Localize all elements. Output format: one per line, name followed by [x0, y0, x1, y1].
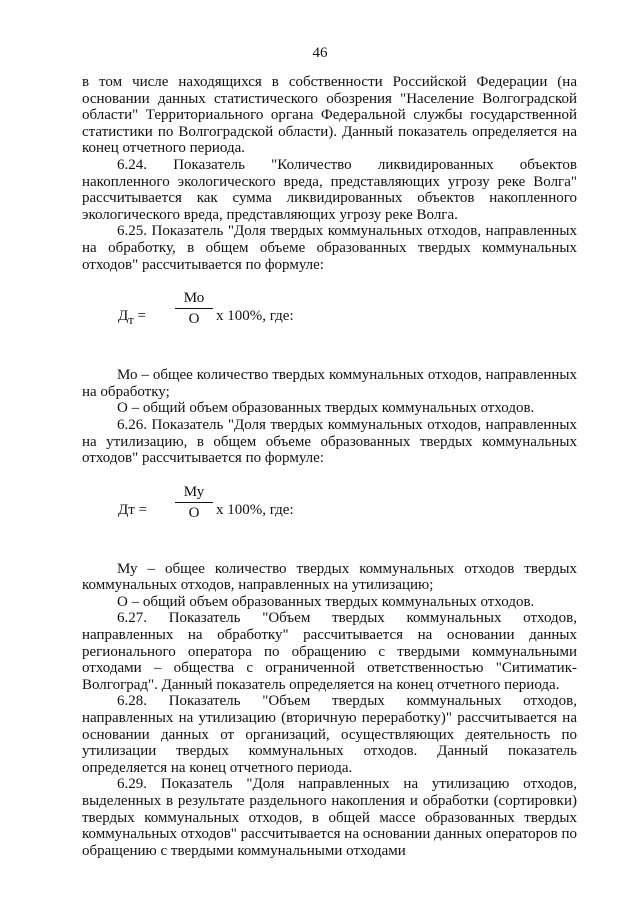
definition-mo: Мо – общее количество твердых коммунальных отходов, направленных на обработку; [82, 367, 577, 400]
formula-rhs: х 100%, где: [216, 501, 294, 518]
paragraph-6-24: 6.24. Показатель "Количество ликвидированных объектов накопленного экологического вреда, представляющих угрозу реке Волга" рассчитывается как сумма ликвидированных объектов накопленного экологического вреда, представляющих угрозу реке Волга. [82, 156, 577, 223]
fraction-bar [175, 308, 213, 309]
formula-lhs-subscript: т [128, 313, 134, 328]
formula-numerator: Мо [183, 290, 205, 307]
page-number: 46 [312, 45, 328, 61]
formula-lhs-symbol: Д [118, 308, 129, 325]
paragraph-6-25: 6.25. Показатель "Доля твердых коммунальных отходов, направленных на обработку, в общем объеме образованных твердых коммунальных отходов" рассчитывается по формуле: [82, 223, 577, 273]
formula-denominator: О [188, 504, 200, 521]
fraction-bar [175, 502, 213, 503]
formula-processing-share [118, 287, 577, 349]
formula-denominator: О [188, 311, 200, 328]
formula-lhs-symbol: Дт [118, 501, 135, 518]
paragraph-6-26: 6.26. Показатель "Доля твердых коммунальных отходов, направленных на утилизацию, в общем объеме образованных твердых коммунальных отходов" рассчитывается по формуле: [82, 416, 577, 467]
definition-o: О – общий объем образованных твердых коммунальных отходов. [117, 400, 535, 417]
formula-equals: = [134, 501, 151, 518]
paragraph-6-28: 6.28. Показатель "Объем твердых коммунальных отходов, направленных на утилизацию (вторичную переработку)" рассчитывается на основании данных от организаций, осуществляющих деятельность по утилизации твердых коммунальных отходов. Данный показатель определяется на конец отчетного периода. [82, 693, 577, 776]
formula-lhs [118, 502, 151, 519]
formula-lhs [118, 308, 150, 329]
formula-rhs: х 100%, где: [216, 308, 294, 325]
paragraph-6-29: 6.29. Показатель "Доля направленных на утилизацию отходов, выделенных в результате раздельного накопления и обработки (сортировки) твердых коммунальных отходов, в общей массе образованных твердых коммунальных отходов" рассчитывается на основании данных операторов по обращению с твердыми коммунальными отходами [82, 776, 577, 859]
formula-utilization-share [118, 481, 577, 543]
formula-numerator: Му [183, 483, 205, 500]
paragraph-6-27: 6.27. Показатель "Объем твердых коммунальных отходов, направленных на обработку" рассчитывается на основании данных регионального оператора по обращению с твердыми коммунальными отходами – общества с ограниченной ответственностью "Ситиматик-Волгоград". Данный показатель определяется на конец отчетного периода. [82, 610, 577, 693]
formula-fraction [175, 289, 213, 328]
document-body [82, 74, 577, 859]
definition-o: О – общий объем образованных твердых коммунальных отходов. [117, 593, 535, 610]
paragraph-continuation: в том числе находящихся в собственности Российской Федерации (на основании данных статистического обозрения "Население Волгоградской области" Территориального органа Федеральной службы государственной статистики по Волгоградской области). Данный показатель определяется на конец отчетного периода. [82, 74, 577, 157]
formula-equals: = [133, 308, 150, 325]
definition-my: Му – общее количество твердых коммунальных отходов твердых коммунальных отходов, направленных на утилизацию; [82, 560, 577, 594]
formula-fraction [175, 483, 213, 522]
